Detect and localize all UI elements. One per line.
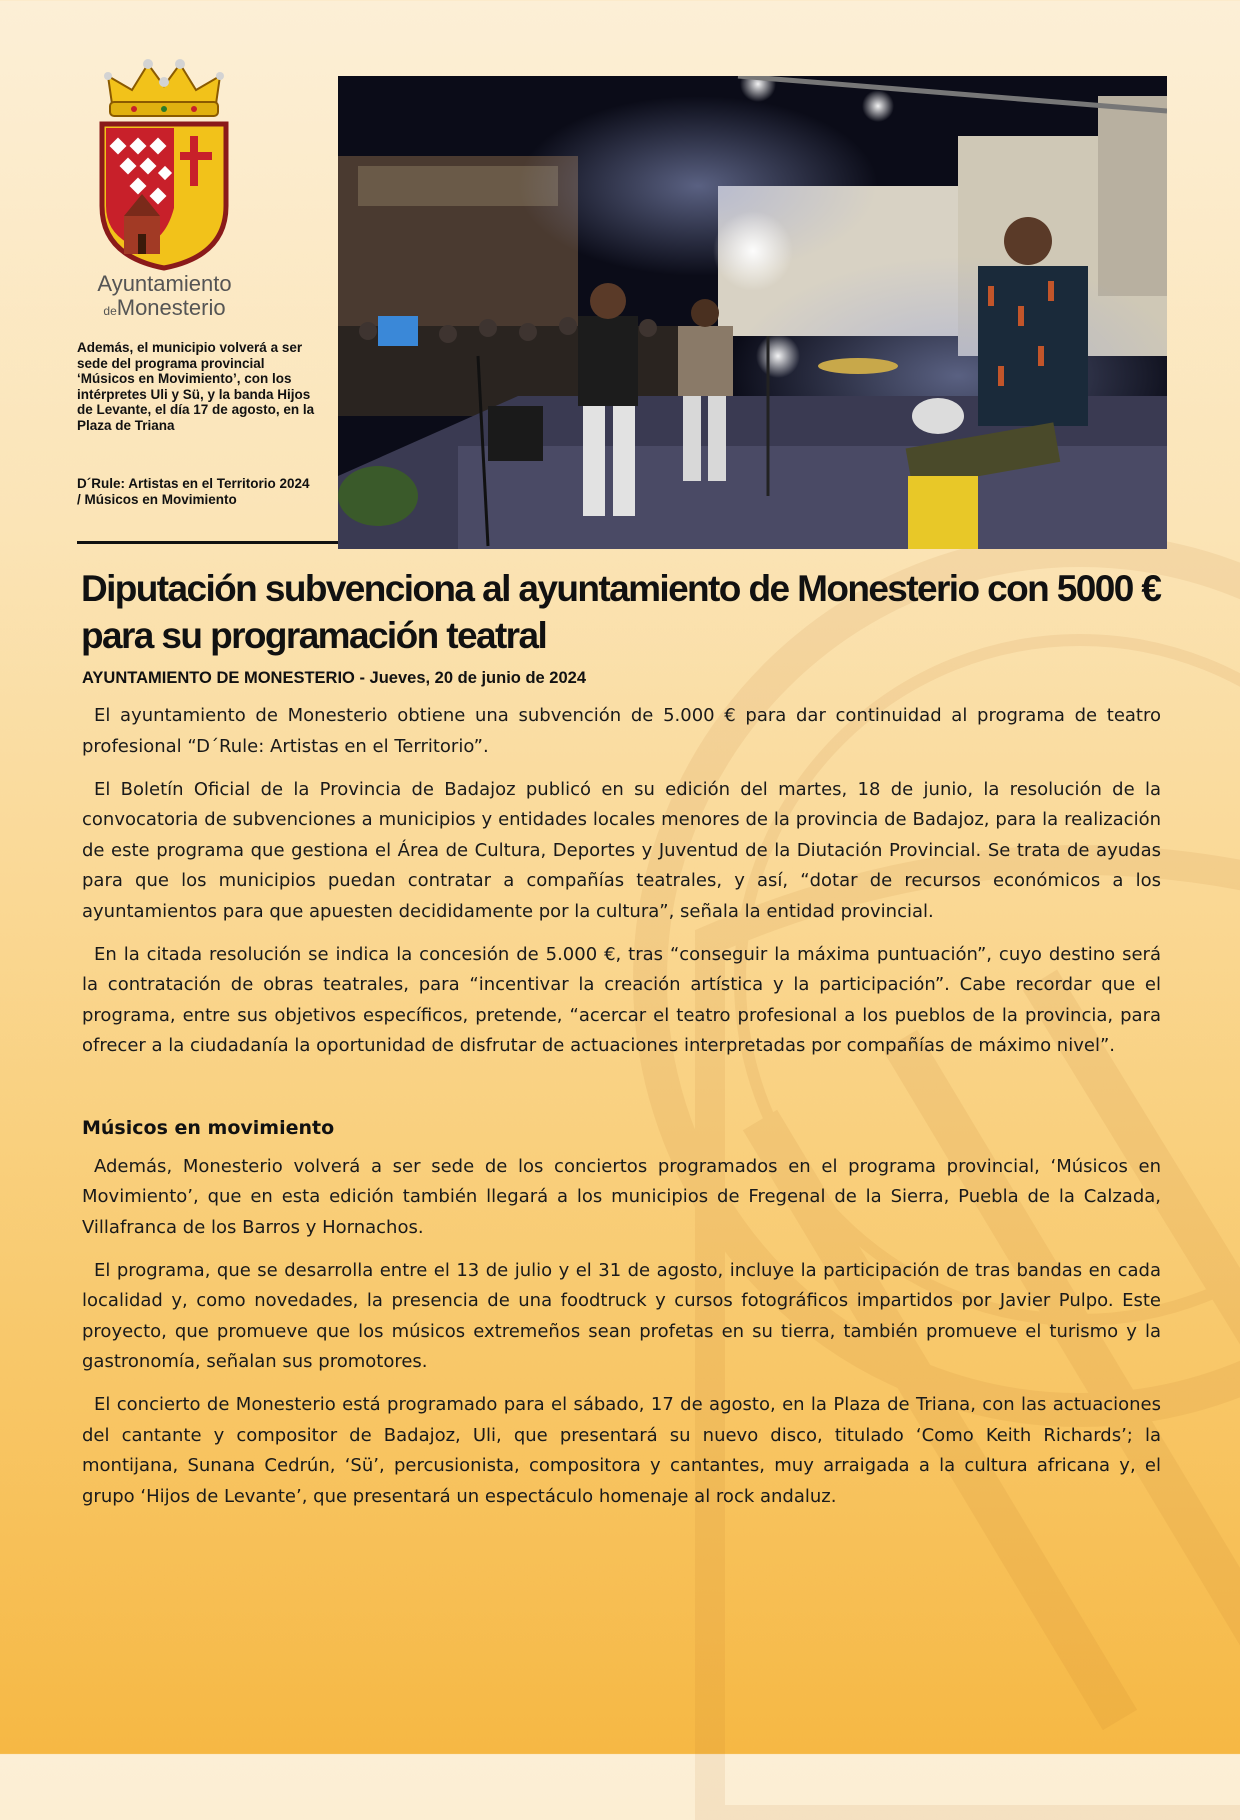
sidebar-caption-main: Además, el municipio volverá a ser sede del programa provincial ‘Músicos en Movimiento’, con los intérpretes Uli y Sü, y la banda Hijos de Levante, el día 17 de agosto, en la Plaza de Triana: [77, 340, 315, 433]
logo-line-1: Ayuntamiento: [97, 271, 232, 296]
byline-source: AYUNTAMIENTO DE MONESTERIO: [82, 669, 355, 687]
article-paragraph: El Boletín Oficial de la Provincia de Badajoz publicó en su edición del martes, 18 de junio, la resolución de la convocatoria de subvenciones a municipios y entidades locales menores de la provincia de Badajoz, para la realización de este programa que gestiona el Área de Cultura, Deportes y Juventud de la Diutación Provincial. Se trata de ayudas para que los municipios puedan contratar a compañías teatrales, y así, “dotar de recursos económicos a los ayuntamientos para que apuesten decididamente por la cultura”, señala la entidad provincial.: [82, 778, 1161, 922]
article-paragraph: En la citada resolución se indica la concesión de 5.000 €, tras “conseguir la máxima puntuación”, cuyo destino será la contratación de obras teatrales, para “incentivar la creación artística y la participación”. Cabe recordar que el programa, entre sus objetivos específicos, pretende, “acercar el teatro profesional a los pueblos de la provincia, para ofrecer a la ciudadanía la oportunidad de disfrutar de actuaciones interpretadas por compañías de máximo nivel”.: [82, 943, 1161, 1056]
crest-logo-text: [82, 272, 247, 323]
section-paragraph: El concierto de Monesterio está programado para el sábado, 17 de agosto, en la Plaza de Triana, con las actuaciones del cantante y compositor de Badajoz, Uli, que presentará su nuevo disco, titulado ‘Como Keith Richards’; la montijana, Sunana Cedrún, ‘Sü’, percusionista, compositora y cantantes, muy arraigada a la cultura africana y, el grupo ‘Hijos de Levante’, que presentará un espectáculo homenaje al rock andaluz.: [82, 1394, 1161, 1507]
article-body: [82, 701, 1161, 1525]
sidebar-divider: [77, 541, 339, 544]
concert-photo: [338, 76, 1167, 549]
section-paragraph: El programa, que se desarrolla entre el 13 de julio y el 31 de agosto, incluye la participación de tras bandas en cada localidad y, como novedades, la presencia de una foodtruck y cursos fotográficos impartidos por Javier Pulpo. Este proyecto, que promueve que los músicos extremeños sean profetas en su tierra, también promueve el turismo y la gastronomía, señalan sus promotores.: [82, 1259, 1161, 1372]
section-paragraph: Además, Monesterio volverá a ser sede de los conciertos programados en el programa provincial, ‘Músicos en Movimiento’, que en esta edición también llegará a los municipios de Fregenal de la Sierra, Puebla de la Calzada, Villafranca de los Barros y Hornachos.: [82, 1155, 1161, 1238]
article-headline: Diputación subvenciona al ayuntamiento de Monesterio con 5000 € para su programación teatral: [81, 568, 1161, 656]
article-byline: [82, 669, 586, 688]
logo-line-2-large: Monesterio: [116, 295, 226, 320]
byline-date: - Jueves, 20 de junio de 2024: [354, 669, 586, 687]
article-paragraph: El ayuntamiento de Monesterio obtiene una subvención de 5.000 € para dar continuidad al programa de teatro profesional “D´Rule: Artistas en el Territorio”.: [82, 705, 1161, 757]
section-heading: Músicos en movimiento: [82, 1116, 335, 1139]
sidebar-caption-secondary: D´Rule: Artistas en el Territorio 2024 / Músicos en Movimiento: [77, 476, 310, 507]
logo-line-2: [82, 296, 247, 323]
logo-line-2-small: de: [103, 304, 117, 318]
